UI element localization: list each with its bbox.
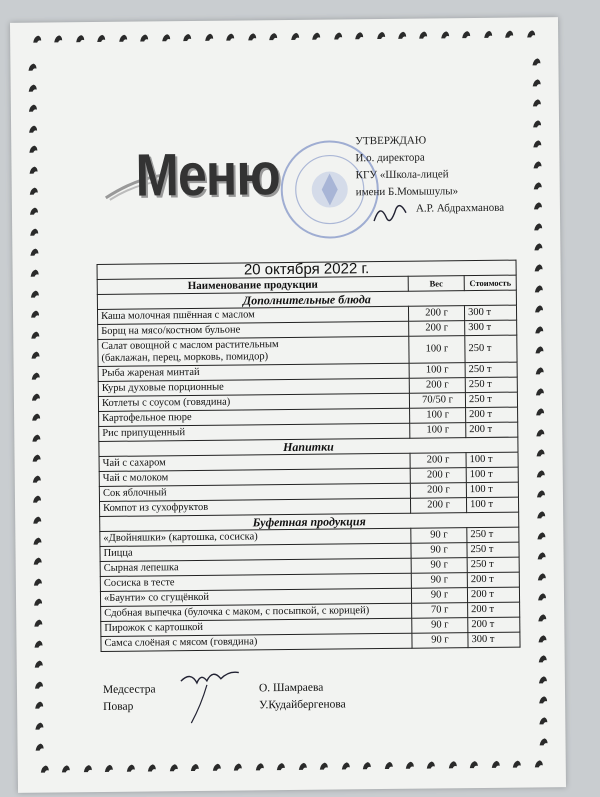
ornament-icon — [534, 284, 544, 294]
ornament-icon — [32, 474, 42, 484]
ornament-icon — [532, 78, 542, 88]
item-weight: 100 г — [409, 336, 465, 364]
item-name: «Двойняшки» (картошка, сосиска) — [103, 531, 258, 544]
ornament-icon — [538, 737, 548, 747]
signatory-name: У.Кудайбергенова — [259, 698, 346, 712]
ornament-icon — [34, 680, 44, 690]
item-name-cell — [101, 633, 412, 651]
item-weight: 200 г — [410, 483, 466, 499]
item-weight: 90 г — [412, 633, 468, 649]
item-name: Сосиска в тесте — [103, 577, 175, 589]
ornament-icon — [533, 181, 543, 191]
ornament-icon — [483, 30, 493, 40]
ornament-icon — [533, 201, 543, 211]
ornament-icon — [512, 760, 522, 770]
ornament-icon — [537, 552, 547, 562]
ornament-icon — [536, 510, 546, 520]
item-name: Сдобная выпечка (булочка с маком, с посыпкой, с корицей) — [104, 605, 370, 619]
ornament-icon — [535, 387, 545, 397]
item-weight: 200 г — [409, 378, 465, 394]
ornament-icon — [33, 577, 43, 587]
section-title: Напитки — [99, 437, 518, 456]
ornament-icon — [461, 30, 471, 40]
ornament-icon — [440, 30, 450, 40]
item-price: 250 т — [467, 542, 519, 558]
ornament-icon — [491, 760, 501, 770]
ornament-icon — [61, 764, 71, 774]
item-name: Пирожок с картошкой — [104, 621, 204, 634]
approver-name: А.Р. Абдрахманова — [415, 201, 505, 215]
ornament-icon — [104, 764, 114, 774]
ornament-icon — [34, 701, 44, 711]
ornament-icon — [54, 34, 64, 44]
ornament-icon — [75, 34, 85, 44]
item-name: Рис припущенный — [102, 427, 186, 439]
item-weight: 90 г — [412, 588, 468, 604]
ornament-icon — [504, 30, 514, 40]
item-price: 200 т — [466, 407, 518, 423]
item-weight: 200 г — [410, 468, 466, 484]
item-weight: 70 г — [412, 603, 468, 619]
ornament-icon — [233, 762, 243, 772]
nurse-signature — [177, 660, 248, 731]
item-weight: 90 г — [411, 543, 467, 559]
ornament-icon — [29, 248, 39, 258]
item-name: Компот из сухофруктов — [103, 501, 209, 514]
item-price: 250 т — [465, 335, 517, 363]
ornament-icon — [536, 490, 546, 500]
item-name: Картофельное пюре — [102, 412, 192, 424]
item-name: Сок яблочный — [102, 487, 167, 499]
item-weight: 100 г — [410, 408, 466, 424]
ornament-icon — [35, 742, 45, 752]
ornament-icon — [531, 57, 541, 67]
ornament-icon — [28, 145, 38, 155]
item-weight: 90 г — [412, 618, 468, 634]
ornament-icon — [535, 366, 545, 376]
ornament-icon — [534, 346, 544, 356]
menu-date: 20 октября 2022 г. — [97, 260, 516, 279]
ornament-icon — [28, 166, 38, 176]
ornament-icon — [533, 222, 543, 232]
signatures-block — [102, 681, 346, 716]
ornament-icon — [30, 351, 40, 361]
item-price: 200 т — [467, 572, 519, 588]
ornament-icon — [448, 760, 458, 770]
item-name: Каша молочная пшённая с маслом — [101, 309, 255, 322]
approval-line: И.о. директора — [355, 151, 425, 165]
ornament-border-right — [528, 57, 551, 747]
ornament-icon — [426, 760, 436, 770]
ornament-icon — [29, 227, 39, 237]
ornament-icon — [182, 33, 192, 43]
ornament-icon — [383, 761, 393, 771]
ornament-icon — [147, 763, 157, 773]
item-price: 300 т — [464, 305, 516, 321]
ornament-icon — [33, 557, 43, 567]
item-price: 200 т — [466, 422, 518, 438]
ornament-icon — [32, 495, 42, 505]
ornament-icon — [30, 330, 40, 340]
ornament-icon — [30, 289, 40, 299]
ornament-icon — [268, 32, 278, 42]
column-header-price: Стоимость — [464, 275, 516, 291]
ornament-icon — [34, 660, 44, 670]
ornament-icon — [311, 32, 321, 42]
ornament-icon — [532, 119, 542, 129]
ornament-icon — [32, 516, 42, 526]
ornament-icon — [31, 371, 41, 381]
menu-item-row — [101, 632, 520, 651]
ornament-border-bottom — [40, 759, 544, 780]
ornament-icon — [34, 722, 44, 732]
ornament-icon — [204, 33, 214, 43]
ornament-icon — [533, 243, 543, 253]
ornament-icon — [319, 762, 329, 772]
item-price: 300 т — [468, 632, 520, 648]
ornament-icon — [290, 32, 300, 42]
item-price: 100 т — [466, 452, 518, 468]
ornament-icon — [538, 655, 548, 665]
ornament-icon — [118, 34, 128, 44]
menu-table — [97, 260, 521, 652]
ornament-icon — [538, 675, 548, 685]
ornament-icon — [534, 304, 544, 314]
item-price: 200 т — [468, 617, 520, 633]
item-name-cell — [98, 336, 409, 366]
ornament-icon — [419, 31, 429, 41]
item-price: 200 т — [467, 587, 519, 603]
section-title: Буфетная продукция — [100, 512, 519, 531]
item-price: 100 т — [466, 482, 518, 498]
item-price: 250 т — [465, 392, 517, 408]
ornament-icon — [534, 759, 544, 769]
item-weight: 90 г — [411, 573, 467, 589]
ornament-icon — [211, 763, 221, 773]
ornament-icon — [28, 124, 38, 134]
ornament-icon — [97, 34, 107, 44]
approval-line: КГУ «Школа-лицей — [355, 168, 449, 182]
section-title: Дополнительные блюда — [97, 290, 516, 309]
ornament-icon — [33, 619, 43, 629]
ornament-icon — [31, 392, 41, 402]
ornament-icon — [31, 413, 41, 423]
ornament-icon — [537, 593, 547, 603]
item-price: 250 т — [467, 527, 519, 543]
ornament-icon — [376, 31, 386, 41]
item-name: Чай с сахаром — [102, 457, 166, 469]
ornament-icon — [29, 186, 39, 196]
ornament-icon — [362, 761, 372, 771]
item-name: Салат овощной с маслом растительным — [101, 339, 279, 352]
ornament-icon — [397, 31, 407, 41]
page-title: Меню — [135, 141, 280, 210]
ornament-icon — [40, 765, 50, 775]
ornament-icon — [30, 310, 40, 320]
ornament-icon — [537, 634, 547, 644]
item-weight: 200 г — [409, 321, 465, 337]
item-name: Самса слоёная с мясом (говядина) — [104, 636, 258, 649]
ornament-icon — [405, 761, 415, 771]
ornament-icon — [535, 449, 545, 459]
ornament-icon — [139, 33, 149, 43]
ornament-icon — [169, 763, 179, 773]
item-name: «Баунти» со сгущёнкой — [103, 591, 209, 604]
item-price: 200 т — [468, 602, 520, 618]
ornament-icon — [534, 263, 544, 273]
item-price: 100 т — [466, 497, 518, 513]
item-weight: 200 г — [410, 453, 466, 469]
approval-line: УТВЕРЖДАЮ — [355, 134, 427, 148]
ornament-icon — [535, 428, 545, 438]
menu-sheet — [10, 17, 566, 793]
ornament-icon — [340, 761, 350, 771]
ornament-icon — [535, 407, 545, 417]
ornament-icon — [225, 33, 235, 43]
item-weight: 90 г — [411, 528, 467, 544]
ornament-icon — [333, 31, 343, 41]
item-name: Куры духовые порционные — [101, 381, 224, 394]
director-signature — [370, 199, 410, 229]
ornament-icon — [32, 536, 42, 546]
ornament-icon — [469, 760, 479, 770]
item-weight: 200 г — [409, 306, 465, 322]
ornament-icon — [538, 716, 548, 726]
signatory-role: Медсестра — [102, 683, 156, 696]
ornament-border-left — [24, 63, 47, 753]
item-price: 250 т — [465, 362, 517, 378]
item-weight: 90 г — [411, 558, 467, 574]
item-name: Чай с молоком — [102, 472, 169, 484]
ornament-border-top — [32, 29, 536, 50]
ornament-icon — [536, 469, 546, 479]
item-price: 250 т — [467, 557, 519, 573]
item-name: Рыба жареная минтай — [101, 366, 200, 379]
ornament-icon — [526, 29, 536, 39]
signatory-role: Повар — [103, 700, 134, 713]
ornament-icon — [30, 269, 40, 279]
ornament-icon — [532, 140, 542, 150]
column-header-name: Наименование продукции — [97, 276, 408, 294]
ornament-icon — [276, 762, 286, 772]
ornament-icon — [31, 454, 41, 464]
item-price: 100 т — [466, 467, 518, 483]
ornament-icon — [27, 63, 37, 73]
ornament-icon — [83, 764, 93, 774]
ornament-icon — [126, 764, 136, 774]
ornament-icon — [537, 572, 547, 582]
item-weight: 100 г — [410, 423, 466, 439]
item-name: Сырная лепешка — [103, 562, 179, 574]
item-name-detail: (баклажан, перец, морковь, помидор) — [101, 351, 269, 364]
ornament-icon — [161, 33, 171, 43]
ornament-icon — [537, 613, 547, 623]
item-weight: 200 г — [411, 498, 467, 514]
ornament-icon — [534, 325, 544, 335]
ornament-icon — [33, 639, 43, 649]
ornament-icon — [247, 32, 257, 42]
ornament-icon — [538, 696, 548, 706]
item-weight: 100 г — [409, 363, 465, 379]
ornament-icon — [354, 31, 364, 41]
item-price: 250 т — [465, 377, 517, 393]
approval-line: имени Б.Момышулы» — [355, 185, 459, 199]
ornament-icon — [297, 762, 307, 772]
ornament-icon — [29, 207, 39, 217]
ornament-icon — [190, 763, 200, 773]
ornament-icon — [28, 83, 38, 93]
ornament-icon — [254, 762, 264, 772]
item-name: Котлеты с соусом (говядина) — [101, 396, 231, 409]
item-price: 300 т — [465, 320, 517, 336]
item-name: Пицца — [103, 547, 133, 559]
column-header-weight: Вес — [408, 276, 464, 292]
ornament-icon — [28, 104, 38, 114]
ornament-icon — [536, 531, 546, 541]
signatory-name: О. Шамраева — [258, 681, 324, 695]
ornament-icon — [532, 160, 542, 170]
item-weight: 70/50 г — [409, 393, 465, 409]
item-name: Борщ на мясо/костном бульоне — [101, 324, 241, 337]
ornament-icon — [31, 433, 41, 443]
ornament-icon — [33, 598, 43, 608]
ornament-icon — [32, 35, 42, 45]
ornament-icon — [532, 99, 542, 109]
